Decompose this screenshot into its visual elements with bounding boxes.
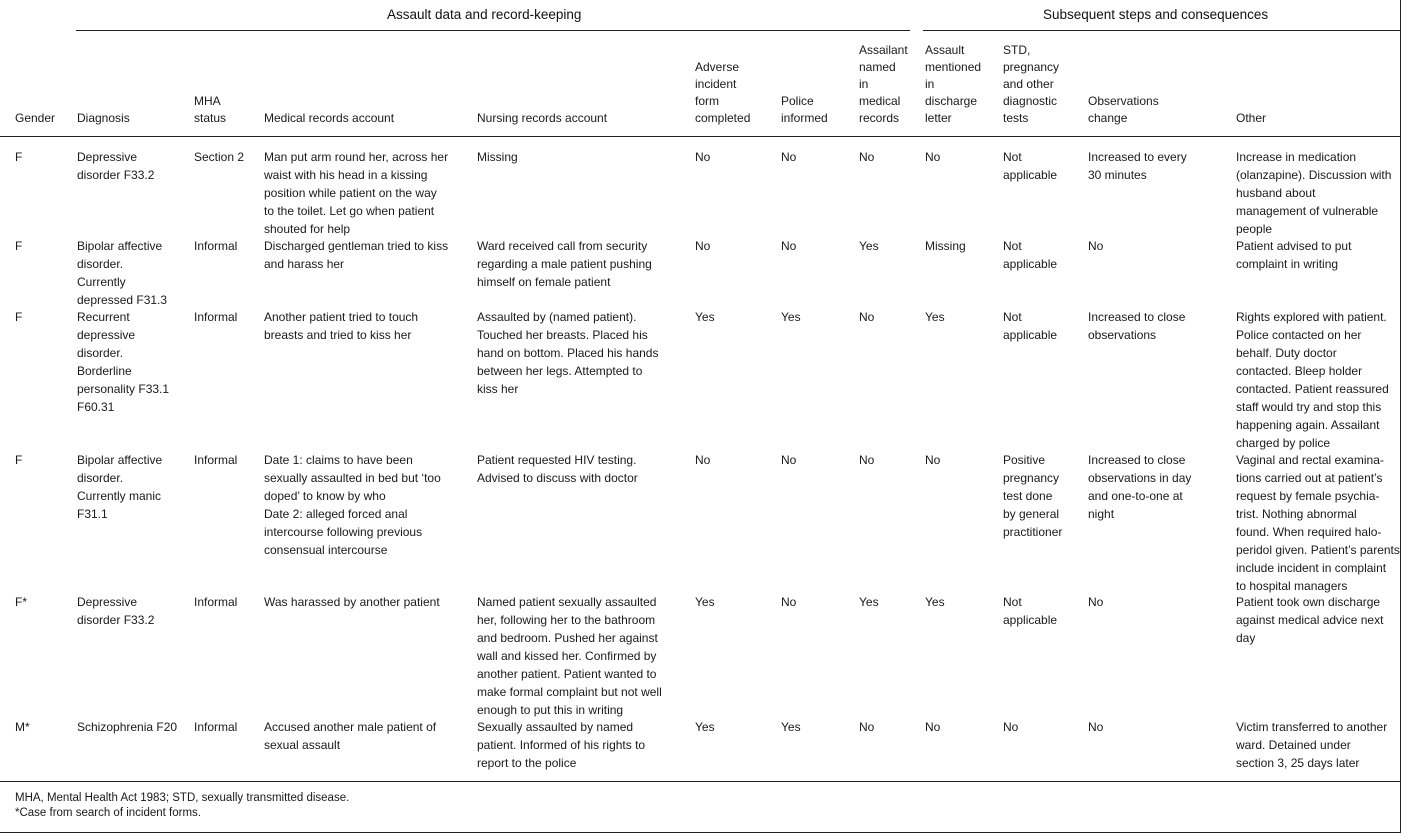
cell-std-tests: Not applicable bbox=[1003, 239, 1058, 271]
header-std-tests: STD, pregnancy and other diagnostic tests bbox=[1003, 43, 1060, 125]
footnote-asterisk: *Case from search of incident forms. bbox=[15, 807, 201, 819]
cell-adverse-incident: No bbox=[695, 453, 711, 467]
header-other: Other bbox=[1236, 111, 1267, 125]
cell-other: Vaginal and rectal examina- tions carried out at patient’s request by female psychia- trist. Nothing abnormal found. When required halo- peridol given. Patient’s parents include incident in complaint to hospital managers bbox=[1236, 453, 1400, 593]
cell-gender: F bbox=[15, 453, 23, 467]
header-rule bbox=[0, 136, 1401, 137]
cell-discharge-letter: Yes bbox=[925, 595, 945, 609]
cell-police-informed: No bbox=[781, 595, 797, 609]
footnote-abbreviations: MHA, Mental Health Act 1983; STD, sexually transmitted disease. bbox=[15, 792, 350, 804]
cell-diagnosis: Schizophrenia F20 bbox=[77, 720, 178, 734]
cell-mha-status: Informal bbox=[194, 310, 238, 324]
cell-discharge-letter: No bbox=[925, 150, 941, 164]
cell-nursing-records: Patient requested HIV testing. Advised to discuss with doctor bbox=[477, 453, 638, 485]
cell-gender: M* bbox=[15, 720, 30, 734]
cell-police-informed: Yes bbox=[781, 720, 801, 734]
cell-mha-status: Informal bbox=[194, 595, 238, 609]
group-rule-assault-data bbox=[76, 30, 910, 31]
cell-discharge-letter: No bbox=[925, 720, 941, 734]
group-title-subsequent-steps: Subsequent steps and consequences bbox=[1043, 7, 1269, 22]
header-nursing-records: Nursing records account bbox=[477, 111, 608, 125]
cell-nursing-records: Ward received call from security regarding a male patient pushing himself on female patient bbox=[477, 239, 652, 289]
cell-std-tests: No bbox=[1003, 720, 1019, 734]
group-rule-subsequent-steps bbox=[923, 30, 1401, 31]
cell-diagnosis: Bipolar affective disorder. Currently depressed F31.3 bbox=[77, 239, 168, 307]
cell-other: Victim transferred to another ward. Detained under section 3, 25 days later bbox=[1236, 720, 1388, 770]
cell-police-informed: Yes bbox=[781, 310, 801, 324]
header-medical-records: Medical records account bbox=[264, 111, 395, 125]
cell-assailant-named: Yes bbox=[859, 595, 879, 609]
cell-diagnosis: Depressive disorder F33.2 bbox=[77, 150, 155, 182]
cell-mha-status: Informal bbox=[194, 453, 238, 467]
cell-police-informed: No bbox=[781, 453, 797, 467]
header-diagnosis: Diagnosis bbox=[77, 111, 130, 125]
cell-medical-records: Another patient tried to touch breasts and tried to kiss her bbox=[264, 310, 419, 342]
cell-std-tests: Not applicable bbox=[1003, 595, 1058, 627]
cell-observations-change: Increased to every 30 minutes bbox=[1088, 150, 1187, 182]
cell-diagnosis: Recurrent depressive disorder. Borderline personality F33.1 F60.31 bbox=[77, 310, 170, 414]
cell-nursing-records: Named patient sexually assaulted her, following her to the bathroom and bedroom. Pushed her against wall and kissed her. Confirmed by another patient. Patient wanted to make formal complaint but not well enough to put this in writing bbox=[477, 595, 662, 717]
cell-assailant-named: No bbox=[859, 720, 875, 734]
cell-discharge-letter: Missing bbox=[925, 239, 966, 253]
cell-gender: F bbox=[15, 310, 23, 324]
cell-assailant-named: Yes bbox=[859, 239, 879, 253]
cell-other: Patient advised to put complaint in writing bbox=[1236, 239, 1352, 271]
cell-other: Increase in medication (olanzapine). Discussion with husband about management of vulnerable people bbox=[1236, 150, 1392, 236]
cell-adverse-incident: No bbox=[695, 239, 711, 253]
cell-discharge-letter: No bbox=[925, 453, 941, 467]
cell-nursing-records: Missing bbox=[477, 150, 518, 164]
cell-medical-records: Man put arm round her, across her waist with his head in a kissing position while patient on the way to the toilet. Let go when patient shouted for help bbox=[264, 150, 449, 236]
cell-medical-records: Discharged gentleman tried to kiss and harass her bbox=[264, 239, 449, 271]
cell-medical-records: Was harassed by another patient bbox=[264, 595, 440, 609]
header-discharge-letter: Assault mentioned in discharge letter bbox=[925, 43, 982, 125]
cell-discharge-letter: Yes bbox=[925, 310, 945, 324]
header-adverse-incident: Adverse incident form completed bbox=[695, 60, 751, 125]
cell-mha-status: Informal bbox=[194, 720, 238, 734]
cell-medical-records: Accused another male patient of sexual assault bbox=[264, 720, 437, 752]
cell-assailant-named: No bbox=[859, 453, 875, 467]
header-assailant-named: Assailant named in medical records bbox=[859, 43, 908, 125]
header-police-informed: Police informed bbox=[781, 94, 828, 125]
cell-observations-change: Increased to close observations bbox=[1088, 310, 1186, 342]
header-observations-change: Observations change bbox=[1088, 94, 1159, 125]
cell-medical-records: Date 1: claims to have been sexually assaulted in bed but ‘too doped’ to know by who Date 2: alleged forced anal intercourse following previous consensual intercourse bbox=[264, 453, 441, 557]
footer-rule bbox=[0, 781, 1401, 782]
cell-nursing-records: Assaulted by (named patient). Touched her breasts. Placed his hand on bottom. Placed his hands between her legs. Attempted to kiss her bbox=[477, 310, 659, 396]
cell-mha-status: Section 2 bbox=[194, 150, 245, 164]
cell-std-tests: Not applicable bbox=[1003, 150, 1058, 182]
cell-other: Rights explored with patient. Police contacted on her behalf. Duty doctor contacted. Bleep holder contacted. Patient reassured staff would try and stop this happening again. Assailant charged by police bbox=[1236, 310, 1389, 450]
cell-adverse-incident: Yes bbox=[695, 720, 715, 734]
cell-other: Patient took own discharge against medical advice next day bbox=[1236, 595, 1384, 645]
cell-gender: F* bbox=[15, 595, 27, 609]
cell-adverse-incident: Yes bbox=[695, 310, 715, 324]
cell-assailant-named: No bbox=[859, 150, 875, 164]
cell-observations-change: No bbox=[1088, 720, 1104, 734]
header-mha-status: MHA status bbox=[194, 94, 227, 125]
cell-gender: F bbox=[15, 239, 23, 253]
cell-mha-status: Informal bbox=[194, 239, 238, 253]
cell-diagnosis: Bipolar affective disorder. Currently manic F31.1 bbox=[77, 453, 163, 521]
cell-observations-change: No bbox=[1088, 239, 1104, 253]
cell-assailant-named: No bbox=[859, 310, 875, 324]
cell-observations-change: Increased to close observations in day and one-to-one at night bbox=[1088, 453, 1192, 521]
cell-std-tests: Not applicable bbox=[1003, 310, 1058, 342]
cell-std-tests: Positive pregnancy test done by general practitioner bbox=[1003, 453, 1063, 539]
cell-police-informed: No bbox=[781, 239, 797, 253]
cell-nursing-records: Sexually assaulted by named patient. Informed of his rights to report to the police bbox=[477, 720, 646, 770]
header-gender: Gender bbox=[15, 111, 56, 125]
cell-gender: F bbox=[15, 150, 23, 164]
cell-police-informed: No bbox=[781, 150, 797, 164]
cell-adverse-incident: No bbox=[695, 150, 711, 164]
cell-observations-change: No bbox=[1088, 595, 1104, 609]
cell-diagnosis: Depressive disorder F33.2 bbox=[77, 595, 155, 627]
cell-adverse-incident: Yes bbox=[695, 595, 715, 609]
group-title-assault-data: Assault data and record-keeping bbox=[387, 7, 582, 22]
